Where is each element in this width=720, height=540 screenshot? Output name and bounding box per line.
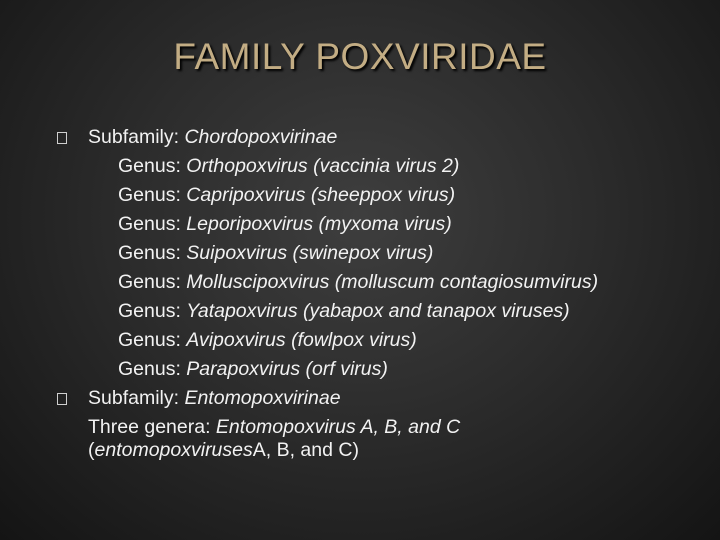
genus-example: (sheeppox virus)	[305, 184, 456, 206]
genus-example: (myxoma virus)	[313, 213, 452, 235]
slide-title: FAMILY POXVIRIDAE	[173, 36, 547, 77]
genus-prefix: Genus:	[118, 242, 187, 264]
subfamily-name: Chordopoxvirinae	[184, 126, 338, 148]
genus-line	[118, 242, 433, 265]
genus-name: Molluscipoxvirus	[186, 271, 330, 293]
genus-example: (vaccinia virus 2)	[307, 155, 460, 177]
genus-prefix: Genus:	[118, 300, 187, 322]
entomopoxviruses-name: entomopoxviruses	[94, 439, 253, 461]
genus-line	[118, 300, 570, 323]
genus-name: Capripoxvirus	[186, 184, 306, 206]
three-genera-line	[88, 416, 460, 439]
three-genera-prefix: Three genera:	[88, 416, 216, 438]
genus-example: (fowlpox virus)	[285, 329, 417, 351]
genus-example: (yabapox and tanapox viruses)	[297, 300, 570, 322]
genus-name: Leporipoxvirus	[186, 213, 314, 235]
genus-line	[118, 184, 455, 207]
bullet-subfamily-chordopox	[88, 126, 337, 149]
three-genera-suffix: A, B, and C	[355, 416, 461, 438]
genus-name: Parapoxvirus	[186, 358, 301, 380]
genus-line	[118, 271, 598, 294]
genus-line	[118, 329, 417, 352]
bullet-square-icon	[57, 132, 67, 144]
entomopoxviruses-suffix: A, B, and C)	[252, 439, 359, 461]
genus-example: (orf virus)	[300, 358, 388, 380]
genus-line	[118, 213, 452, 236]
entomopoxviruses-line	[88, 439, 359, 462]
three-genera-name: Entomopoxvirus	[215, 416, 356, 438]
genus-name: Suipoxvirus	[186, 242, 288, 264]
paren-open: (	[88, 439, 95, 461]
bullet-prefix: Subfamily:	[88, 126, 185, 148]
subfamily-name: Entomopoxvirinae	[184, 387, 341, 409]
genus-prefix: Genus:	[118, 271, 187, 293]
genus-name: Orthopoxvirus	[186, 155, 308, 177]
genus-prefix: Genus:	[118, 329, 187, 351]
genus-prefix: Genus:	[118, 358, 187, 380]
genus-name: Yatapoxvirus	[186, 300, 298, 322]
genus-prefix: Genus:	[118, 155, 187, 177]
genus-line	[118, 358, 388, 381]
genus-example: (molluscum contagiosumvirus)	[329, 271, 599, 293]
bullet-subfamily-entomopox	[88, 387, 341, 410]
genus-prefix: Genus:	[118, 213, 187, 235]
genus-prefix: Genus:	[118, 184, 187, 206]
genus-line	[118, 155, 459, 178]
genus-name: Avipoxvirus	[186, 329, 286, 351]
genus-example: (swinepox virus)	[287, 242, 434, 264]
bullet-square-icon	[57, 393, 67, 405]
bullet-prefix: Subfamily:	[88, 387, 185, 409]
